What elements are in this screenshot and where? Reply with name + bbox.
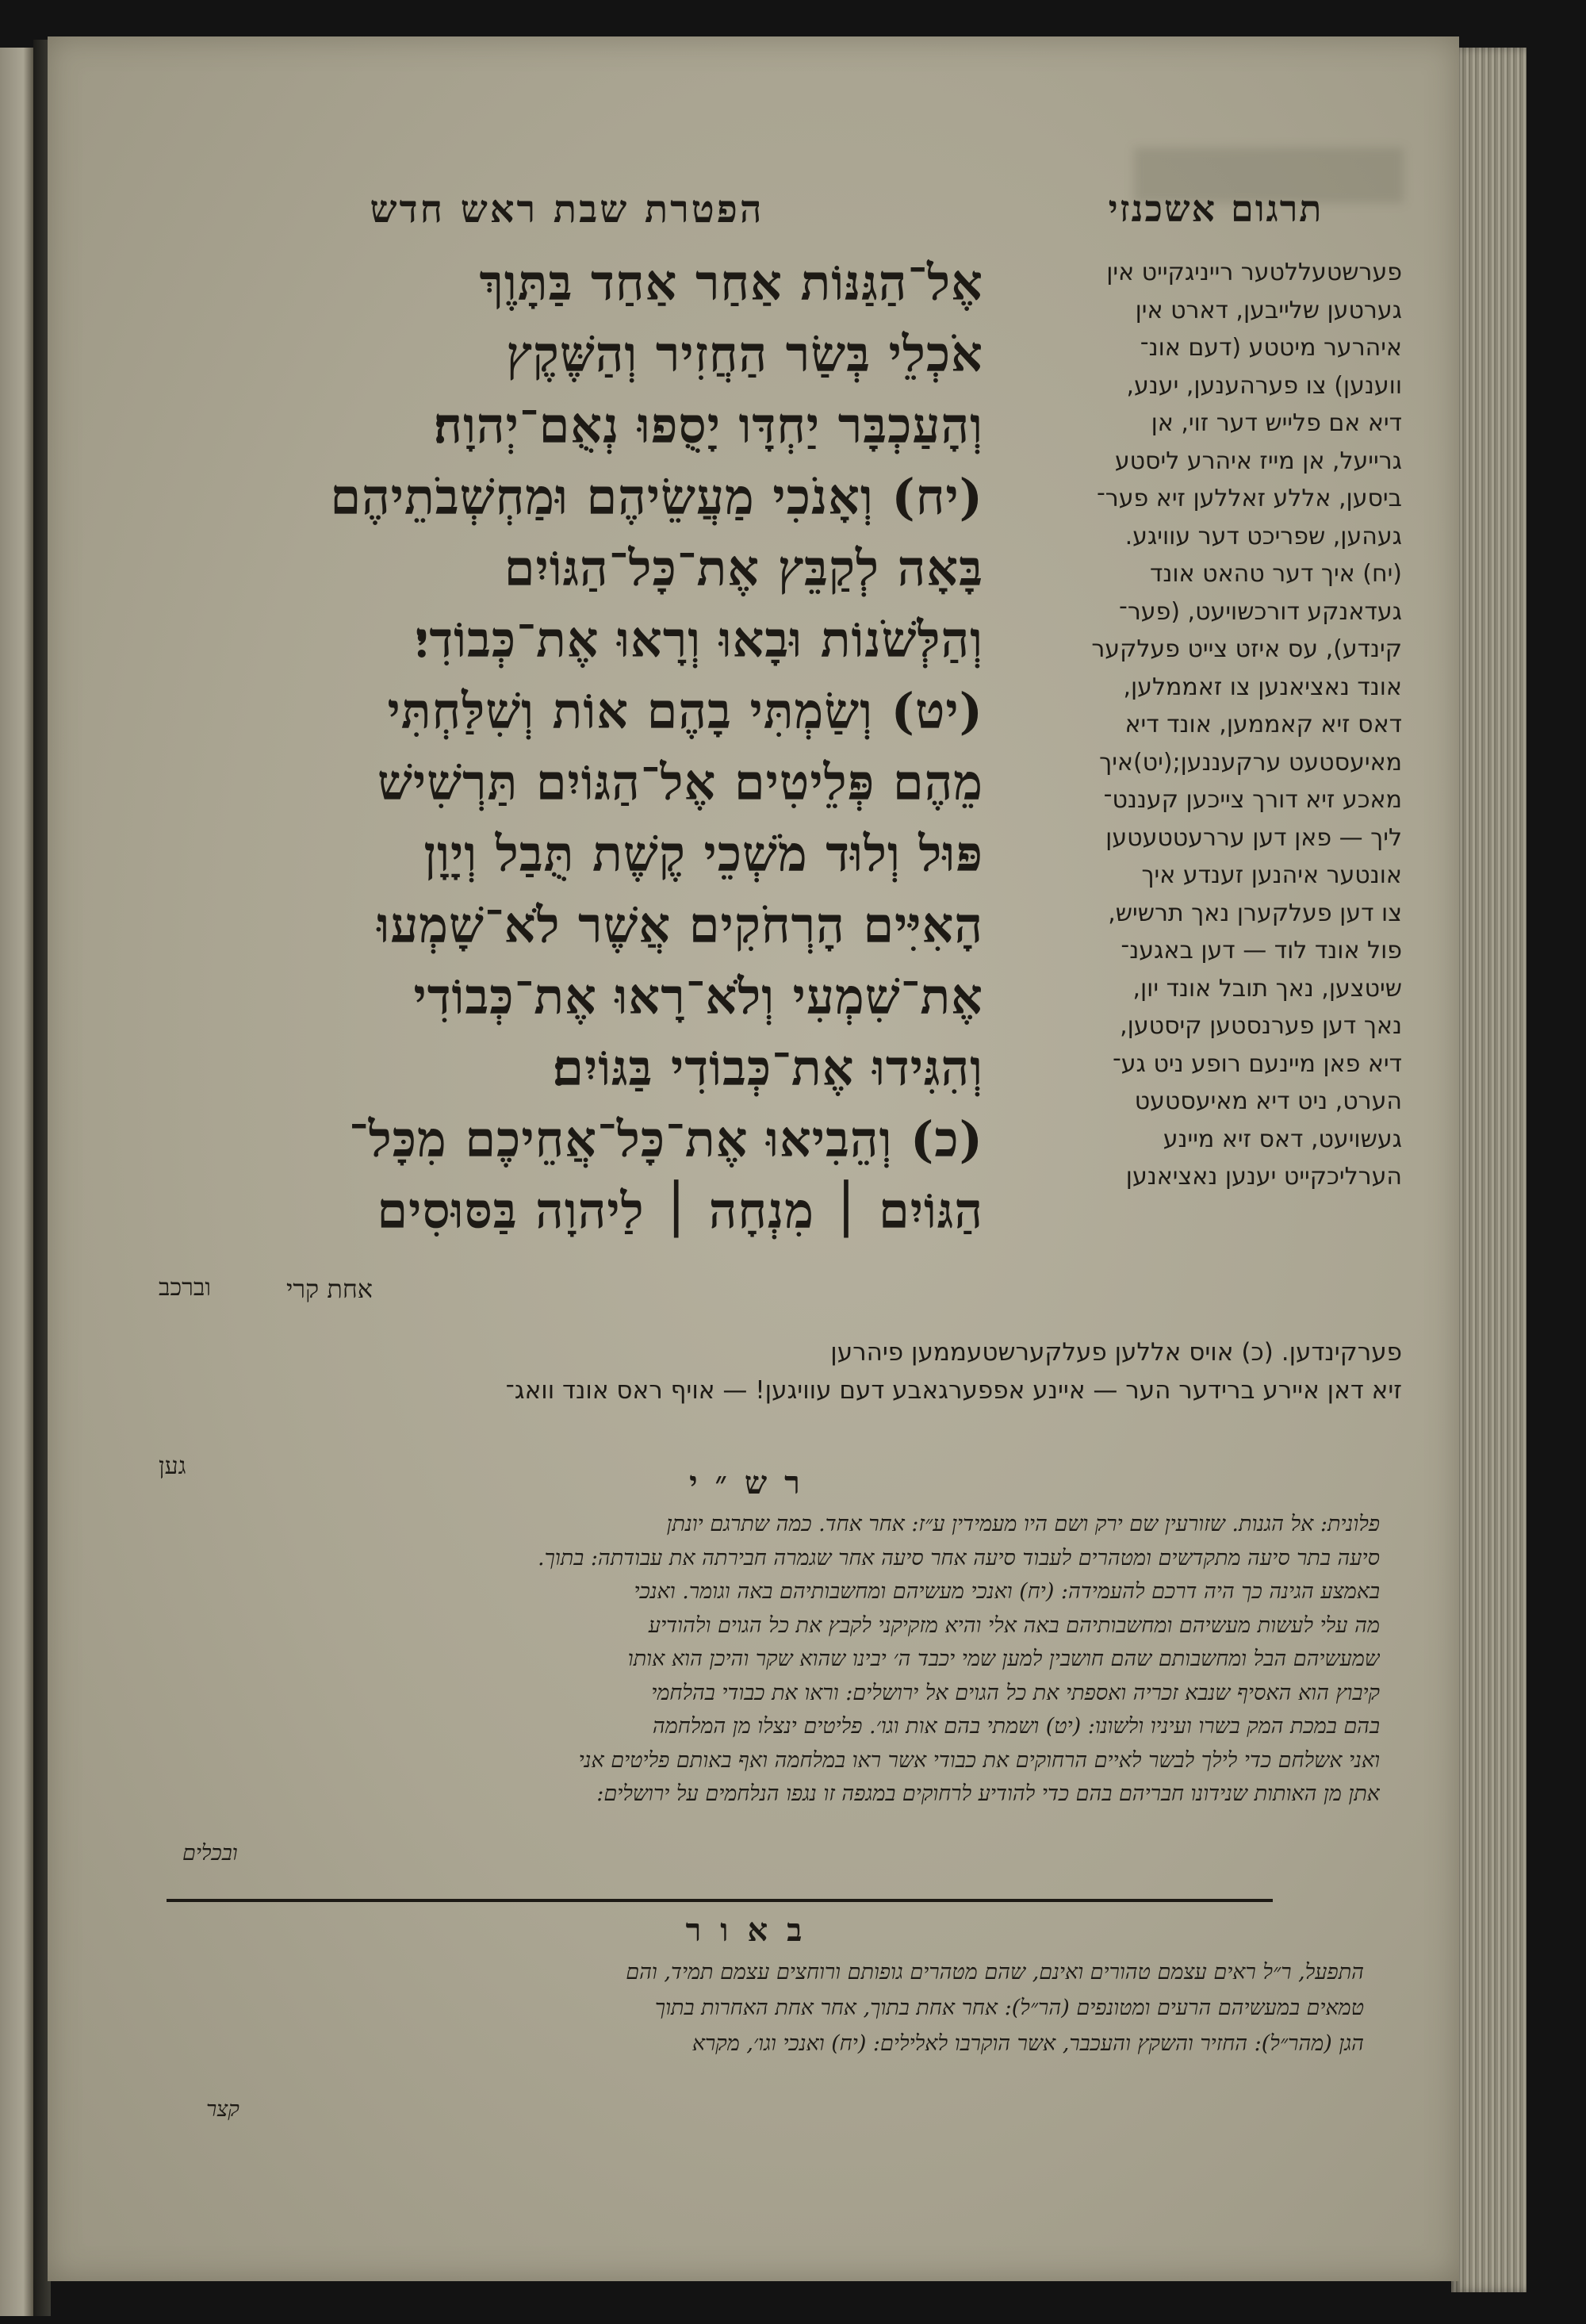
haftarah-verse-line: (יח) וְאָנֹכִי מַעֲשֵׂיהֶם וּמַחְשְׁבֹתֵיהֶם bbox=[330, 468, 983, 526]
rashi-line: פלונית: אל הגנות. שזורעין שם ירק ושם היו מעמידין ע״ז: אחר אחד. כמה שתרגם יונתן bbox=[666, 1512, 1380, 1536]
haftarah-verse-line: (כ) וְהֵבִיאוּ אֶת־כָּל־אֲחֵיכֶם מִכָּל־ bbox=[348, 1110, 983, 1168]
haftarah-verse-line: פּוּל וְלוּד מֹשְׁכֵי קֶשֶׁת תֻּבַל וְיָוָן bbox=[423, 825, 983, 883]
targum-column bbox=[1029, 187, 1402, 1393]
haftarah-verse-line: אֶת־שִׁמְעִי וְלֹא־רָאוּ אֶת־כְּבוֹדִי bbox=[413, 968, 983, 1026]
rashi-line: אתן מן האותות שנידונו חבריהם בהם כדי להודיע לרחוקים במגפה זו נגפו הנלחמים על ירושלים: bbox=[596, 1781, 1380, 1806]
rashi-catchword: ובכלים bbox=[182, 1841, 238, 1866]
haftarah-verse-line: מֵהֶם פְּלֵיטִים אֶל־הַגּוֹיִם תַּרְשִׁישׁ bbox=[377, 754, 983, 811]
rashi-line: קיבוץ הוא האסיף שנבא זכריה ואספתי את כל הגוים אל ירושלים: וראו את כבודי בהלחמי bbox=[651, 1680, 1380, 1705]
horizontal-rule bbox=[167, 1899, 1273, 1902]
haftarah-lines bbox=[151, 247, 983, 1247]
targum-line: הערליכקייט יענען נאציאנען bbox=[1125, 1163, 1402, 1191]
biur-line: הגן (מהר״ל): החזיר והשקץ והעכבר, אשר הוקרבו לאלילים: (יח) ואנכי וגו׳, מקרא bbox=[691, 2031, 1364, 2056]
haftarah-verse-line: וְהַלְּשֹׁנוֹת וּבָאוּ וְרָאוּ אֶת־כְּבוֹדִי׃ bbox=[415, 611, 983, 669]
targum-title: תרגום אשכנזי bbox=[1108, 187, 1324, 230]
targum-line: שיטצען, נאך תובל אונד יון, bbox=[1132, 974, 1402, 1003]
targum-lines bbox=[1029, 254, 1402, 1196]
continuation-line: זיא דאן איירע ברידער הער — איינע אפפערגאבע דעם עוויגען! — אויף ראס אונד וואג־ bbox=[505, 1376, 1402, 1405]
targum-line: דאס זיא קאממען, אונד דיא bbox=[1124, 711, 1402, 738]
targum-line: גרייעל, אן מייז איהרע ליסטע bbox=[1114, 447, 1402, 475]
biur-title: באור bbox=[685, 1912, 822, 1949]
targum-line: געהען, שפריכט דער עוויגע. bbox=[1124, 522, 1402, 550]
targum-line: (יח) איך דער טהאט אונד bbox=[1149, 560, 1402, 588]
haftarah-verse-line: וְהָעַכְבָּר יַחְדָּו יָסֻפוּ נְאֻם־יְהוָה׃ bbox=[433, 397, 983, 454]
kri-note: אחת קרי bbox=[285, 1274, 373, 1304]
targum-catchword: גען bbox=[159, 1452, 186, 1480]
rashi-line: שמעשיהם הבל ומחשבותם שהם חושבין למען שמי יכבד ה׳ יבינו שהוא שקר והיכן הוא אותו bbox=[627, 1647, 1380, 1671]
targum-line: קינדע), עס איזט צייט פעלקער bbox=[1091, 635, 1402, 663]
rashi-title: רש״י bbox=[689, 1464, 818, 1501]
haftarah-verse-line: וְהִגִּידוּ אֶת־כְּבוֹדִי בַּגּוֹיִם׃ bbox=[552, 1039, 983, 1097]
targum-line: מאכע זיא דורך צייכען קעננט־ bbox=[1103, 786, 1402, 814]
biur-catchword: קצר bbox=[206, 2097, 239, 2122]
haftarah-verse-line: הַגּוֹיִם ׀ מִנְחָה ׀ לַיהוָה בַּסּוּסִים bbox=[377, 1182, 983, 1240]
rashi-line: בהם במכת המק בשרו ועיניו ולשונו: (יט) ושמתי בהם אות וגו׳. פליטים ינצלו מן המלחמה bbox=[652, 1714, 1380, 1739]
targum-line: נאך דען פערנסטען קיסטען, bbox=[1120, 1012, 1402, 1040]
targum-line: געשויעט, דאס זיא מיינע bbox=[1163, 1125, 1402, 1153]
continuation-line: פערקינדען. (כ) אויס אללען פעלקערשטעממען פיהרען bbox=[830, 1338, 1402, 1367]
biur-commentary bbox=[127, 1954, 1364, 2061]
haftarah-column bbox=[151, 187, 983, 1329]
targum-line: אונטער איהנען זענדע איך bbox=[1141, 861, 1402, 889]
targum-line: ליך — פאן דען עררעטטעטען bbox=[1105, 823, 1402, 852]
page-edges bbox=[1451, 48, 1527, 2292]
rashi-commentary bbox=[111, 1508, 1380, 1812]
haftarah-verse-line: אֶל־הַגַּנּוֹת אַחַר אַחַד בַּתָּוֶךְ bbox=[479, 254, 983, 312]
targum-line: גערטען שלייבען, דארט אין bbox=[1135, 296, 1402, 324]
targum-line: ביסען, אללע זאללען זיא פער־ bbox=[1096, 485, 1402, 512]
targum-line: מאיעסטעט ערקעננען;(יט)איך bbox=[1099, 748, 1402, 777]
targum-line: געדאנקע דורכשויעט, (פער־ bbox=[1119, 597, 1402, 626]
rashi-line: ואני אשלחם כדי לילך לבשר לאיים הרחוקים את כבודי אשר ראו במלחמה ואף באותם פליטים אני bbox=[578, 1747, 1380, 1773]
haftarah-title: הפטרת שבת ראש חדש bbox=[370, 187, 764, 232]
targum-line: ווענען) צו פערהענען, יענע, bbox=[1126, 371, 1402, 400]
rashi-line: מה עלי לעשות מעשיהם ומחשבותיהם באה אלי והיא מזקיקני לקבץ את כל הגוים ולהודיע bbox=[648, 1613, 1380, 1638]
targum-line: אונד נאציאנען צו זאממלען, bbox=[1123, 673, 1402, 701]
targum-line: דיא פאן מיינעם רופע ניט גע־ bbox=[1112, 1049, 1402, 1078]
targum-line: פול אונד לוד — דען באגענ־ bbox=[1121, 937, 1402, 964]
left-page-edge bbox=[0, 48, 33, 2316]
rashi-line: סיעה בתר סיעה מתקדשים ומטהרים לעבוד סיעה אחר סיעה אחר שגמרה חבירתה את עבודתה: בתוך. bbox=[538, 1545, 1380, 1570]
haftarah-verse-line: בָּאָה לְקַבֵּץ אֶת־כָּל־הַגּוֹיִם bbox=[504, 539, 983, 597]
book-page bbox=[48, 36, 1459, 2281]
targum-line: פערשטעללטער רייניגקייט אין bbox=[1106, 259, 1402, 286]
biur-line: התפעל, ר״ל ראים עצמם טהורים ואינם, שהם מטהרים גופותם ורוחצים עצמם תמיד, והם bbox=[626, 1960, 1364, 1985]
haftarah-catchword: וברכב bbox=[159, 1274, 211, 1302]
targum-line: איהרער מיטטע (דעם אונ־ bbox=[1140, 334, 1402, 362]
rashi-line: באמצע הגינה כך היה דרכם להעמידה: (יח) ואנכי מעשיהם ומחשבותיהם באה וגומר. ואנכי bbox=[634, 1579, 1380, 1604]
haftarah-verse-line: הָאִיִּים הָרְחֹקִים אֲשֶׁר לֹא־שָׁמְעוּ bbox=[377, 896, 983, 954]
targum-continuation bbox=[117, 1333, 1402, 1409]
haftarah-verse-line: (יט) וְשַׂמְתִּי בָהֶם אוֹת וְשִׁלַּחְתִּי bbox=[387, 682, 983, 740]
biur-line: טמאים במעשיהם הרעים ומטונפים (הר״ל): אחר אחת בתוך, אחר אחת האחרות בתוך bbox=[654, 1996, 1364, 2020]
targum-line: צו דען פעלקערן נאך תרשיש, bbox=[1108, 899, 1402, 927]
targum-line: הערט, ניט דיא מאיעסטעט bbox=[1134, 1087, 1402, 1115]
haftarah-verse-line: אֹכְלֵי בְּשַׂר הַחֲזִיר וְהַשֶּׁקֶץ bbox=[506, 325, 983, 383]
targum-line: דיא אם פלייש דער זוי, אן bbox=[1151, 409, 1402, 437]
